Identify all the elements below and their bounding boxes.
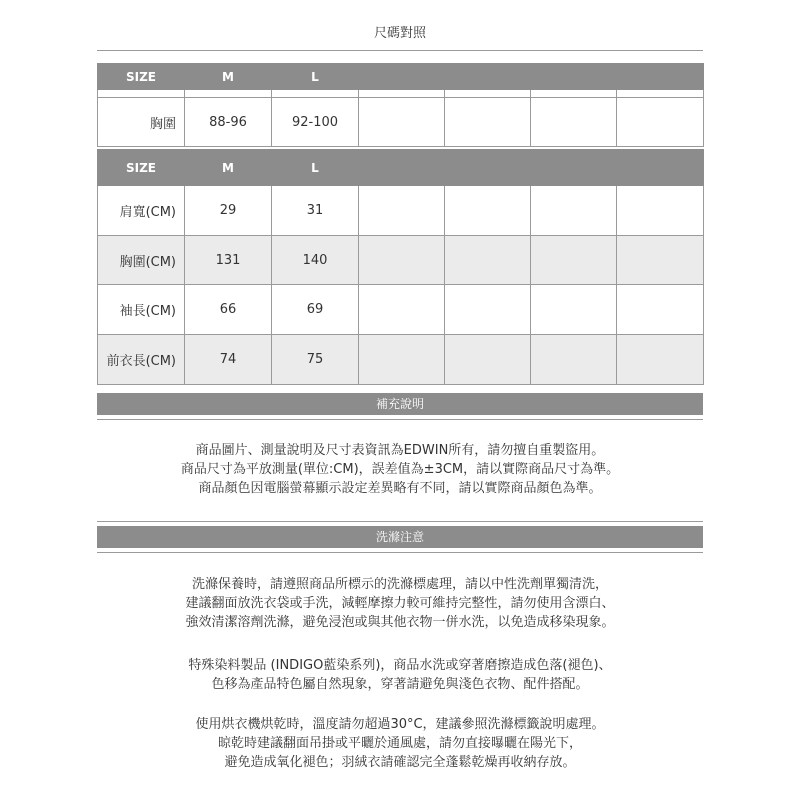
washing-paragraph-1 [60, 575, 740, 632]
table1-header-m: M [185, 64, 272, 90]
size-table-measurements [97, 149, 703, 385]
cell-empty [445, 236, 531, 285]
cell-empty [617, 285, 704, 335]
table2-header-l: L [272, 150, 359, 186]
cell-empty [445, 285, 531, 335]
supplement-line: 商品圖片、測量說明及尺寸表資訊為EDWIN所有，請勿擅自重製盜用。 [195, 443, 605, 458]
table-row [98, 285, 704, 335]
size-table-2 [97, 149, 704, 385]
cell-empty [617, 335, 704, 385]
cell-empty [445, 98, 531, 147]
table-row [98, 335, 704, 385]
cell-m: 88-96 [185, 98, 272, 147]
table1-header-empty [617, 64, 704, 90]
cell-empty [617, 236, 704, 285]
cell-m: 66 [185, 285, 272, 335]
table2-header-empty [617, 150, 704, 186]
washing-paragraph-3 [60, 715, 740, 772]
supplement-notes [60, 441, 740, 498]
cell-m: 74 [185, 335, 272, 385]
washing-line: 建議翻面放洗衣袋或手洗，減輕摩擦力較可維持完整性，請勿使用含漂白、 [185, 596, 615, 611]
table1-header-empty [445, 64, 531, 90]
cell-empty [359, 98, 445, 147]
supplement-line: 商品尺寸為平放測量(單位:CM)，誤差值為±3CM，請以實際商品尺寸為準。 [180, 462, 620, 477]
cell-empty [531, 335, 617, 385]
cell-l: 75 [272, 335, 359, 385]
washing-line: 避免造成氧化褪色；羽絨衣請確認完全蓬鬆乾燥再收納存放。 [224, 755, 576, 770]
supplement-line: 商品顏色因電腦螢幕顯示設定差異略有不同，請以實際商品顏色為準。 [198, 481, 602, 496]
table2-header-empty [359, 150, 445, 186]
cell-empty [531, 186, 617, 236]
washing-divider [97, 552, 703, 553]
cell-m: 29 [185, 186, 272, 236]
cell-empty [359, 335, 445, 385]
supplement-heading: 補充說明 [97, 393, 703, 415]
washing-top-divider [97, 521, 703, 522]
washing-line: 使用烘衣機烘乾時，溫度請勿超過30°C，建議參照洗滌標籤說明處理。 [195, 717, 605, 732]
cell-l: 92-100 [272, 98, 359, 147]
cell-empty [617, 98, 704, 147]
row-label-chest: 胸圍(CM) [98, 236, 185, 285]
table1-spacer-row [98, 90, 704, 98]
cell-empty [531, 236, 617, 285]
table2-header-m: M [185, 150, 272, 186]
cell-empty [531, 285, 617, 335]
table1-header-l: L [272, 64, 359, 90]
cell-empty [445, 335, 531, 385]
table2-header-size: SIZE [98, 150, 185, 186]
table1-header-empty [531, 64, 617, 90]
washing-line: 特殊染料製品 (INDIGO藍染系列)，商品水洗或穿著磨擦造成色落(褪色)、 [188, 658, 612, 673]
row-label-sleeve: 袖長(CM) [98, 285, 185, 335]
cell-empty [359, 285, 445, 335]
row-label-chest: 胸圍 [98, 98, 185, 147]
size-table-chest [97, 63, 703, 147]
page-title: 尺碼對照 [373, 26, 426, 41]
cell-empty [617, 186, 704, 236]
washing-line: 晾乾時建議翻面吊掛或平曬於通風處，請勿直接曝曬在陽光下， [217, 736, 582, 751]
supplement-divider [97, 419, 703, 420]
cell-l: 69 [272, 285, 359, 335]
cell-empty [359, 236, 445, 285]
table-row [98, 236, 704, 285]
size-table-1 [97, 63, 704, 147]
cell-l: 140 [272, 236, 359, 285]
washing-line: 洗滌保養時，請遵照商品所標示的洗滌標處理，請以中性洗劑單獨清洗， [191, 577, 608, 592]
table1-header-row [98, 64, 704, 90]
table-row [98, 98, 704, 147]
top-divider [97, 50, 703, 51]
washing-line: 強效清潔溶劑洗滌，避免浸泡或與其他衣物一併水洗，以免造成移染現象。 [185, 615, 615, 630]
cell-m: 131 [185, 236, 272, 285]
washing-heading: 洗滌注意 [97, 526, 703, 548]
cell-empty [359, 186, 445, 236]
row-label-front-length: 前衣長(CM) [98, 335, 185, 385]
cell-empty [445, 186, 531, 236]
cell-l: 31 [272, 186, 359, 236]
table2-header-row [98, 150, 704, 186]
row-label-shoulder: 肩寬(CM) [98, 186, 185, 236]
washing-paragraph-2 [60, 656, 740, 694]
table-row [98, 186, 704, 236]
table1-header-size: SIZE [98, 64, 185, 90]
table1-header-empty [359, 64, 445, 90]
table2-header-empty [445, 150, 531, 186]
washing-line: 色移為產品特色屬自然現象，穿著請避免與淺色衣物、配件搭配。 [211, 677, 589, 692]
cell-empty [531, 98, 617, 147]
table2-header-empty [531, 150, 617, 186]
